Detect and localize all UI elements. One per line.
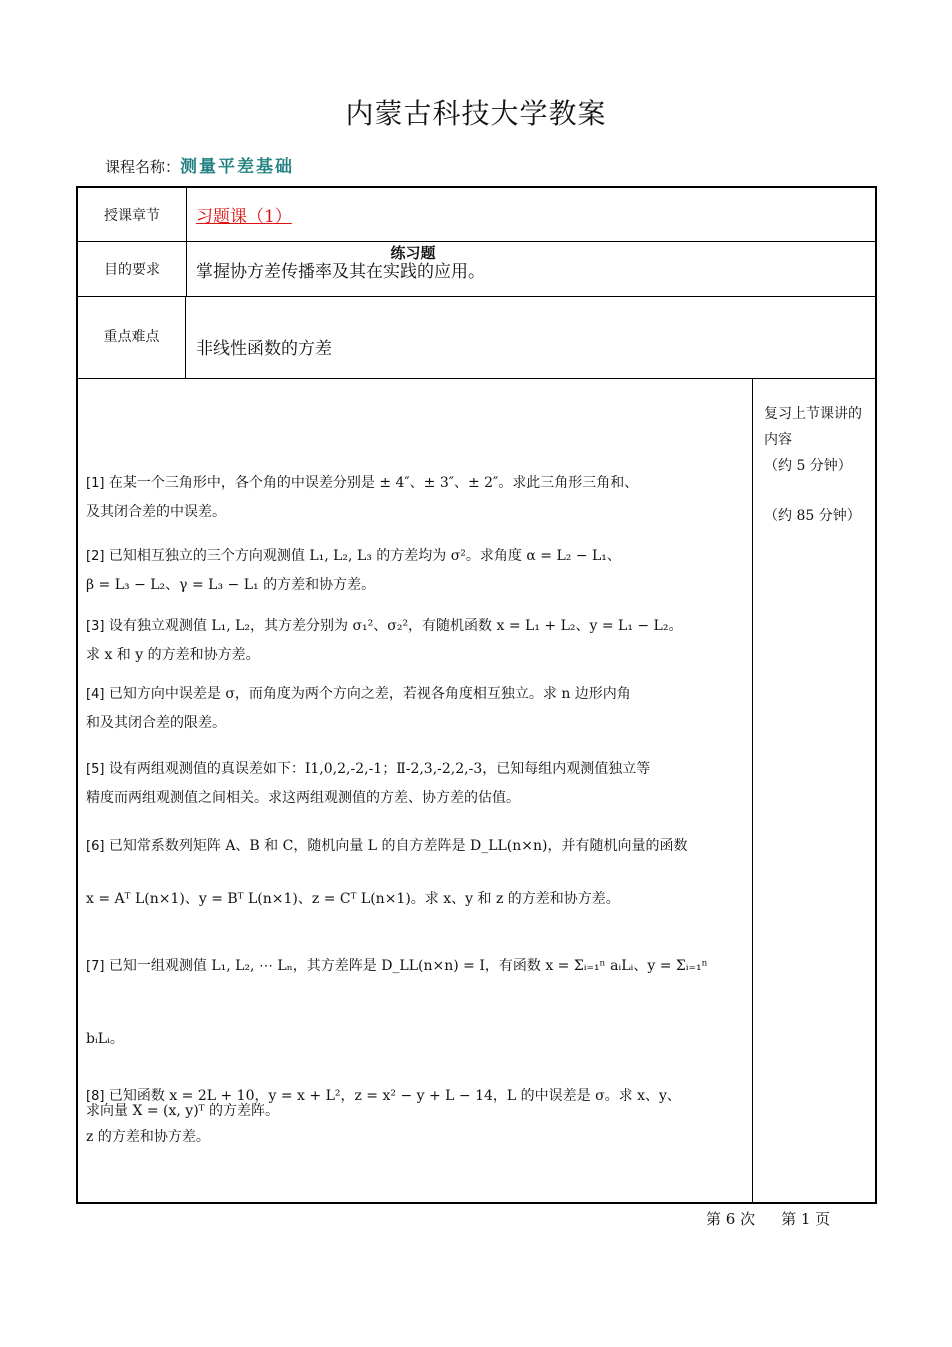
page-footer — [706, 1208, 856, 1229]
objective-value: 掌握协方差传播率及其在实践的应用。 — [196, 262, 485, 282]
exercise-6: [6] 已知常系数列矩阵 A、B 和 C，随机向量 L 的自方差阵是 D_LL(n×n)，并有随机向量的函数 x = Aᵀ L(n×1)、y = Bᵀ L(n×1)、z = Cᵀ L(n×1)。求 x、y 和 z 的方差和协方差。 — [86, 838, 688, 907]
course-label: 课程名称： — [105, 158, 181, 176]
exercise-3: [3] 设有独立观测值 L₁, L₂，其方差分别为 σ₁²、σ₂²，有随机函数 x = L₁ + L₂、y = L₁ − L₂。 求 x 和 y 的方差和协方差。 — [86, 618, 683, 663]
exercise-8: [8] 已知函数 x = 2L + 10，y = x + L²，z = x² − y + L − 14，L 的中误差是 σ。求 x、y、 z 的方差和协方差。 — [86, 1088, 681, 1145]
side-note-review: 复习上节课讲的内容 — [764, 406, 862, 448]
session-number: 第 6 次 — [706, 1210, 756, 1228]
side-note-time-2: （约 85 分钟） — [764, 508, 861, 524]
side-notes — [764, 401, 868, 529]
page-title: 内蒙古科技大学教案 — [345, 97, 607, 130]
course-name: 测量平差基础 — [180, 157, 295, 177]
exercise-7: [7] 已知一组观测值 L₁, L₂, ⋯ Lₙ，其方差阵是 D_LL(n×n) = I，有函数 x = Σᵢ₌₁ⁿ aᵢLᵢ、y = Σᵢ₌₁ⁿ bᵢLᵢ。 求向量 X = (x, y)ᵀ 的方差阵。 — [86, 958, 708, 1119]
exercise-5: [5] 设有两组观测值的真误差如下：Ⅰ1,0,2,-2,-1；Ⅱ-2,3,-2,2,-3，已知每组内观测值独立等 精度而两组观测值之间相关。求这两组观测值的方差、协方差的估值。 — [86, 761, 651, 806]
keypoints-label: 重点难点 — [78, 296, 186, 378]
side-note-time-1: （约 5 分钟） — [764, 458, 852, 474]
chapter-label: 授课章节 — [78, 188, 187, 241]
chapter-value: 习题课（1） — [196, 207, 292, 227]
exercise-title: 练习题 — [390, 244, 436, 262]
exercise-2: [2] 已知相互独立的三个方向观测值 L₁, L₂, L₃ 的方差均为 σ²。求角度 α = L₂ − L₁、 β = L₃ − L₂、γ = L₃ − L₁ 的方差和协方差。 — [86, 548, 621, 593]
course-line — [105, 152, 294, 177]
row-chapter — [78, 188, 875, 242]
row-keypoints — [78, 296, 875, 379]
page-number: 第 1 页 — [781, 1210, 831, 1228]
exercise-1: [1] 在某一个三角形中，各个角的中误差分别是 ± 4″、± 3″、± 2″。求此三角形三角和、 及其闭合差的中误差。 — [86, 475, 639, 520]
keypoints-value: 非线性函数的方差 — [196, 339, 332, 359]
exercise-4: [4] 已知方向中误差是 σ，而角度为两个方向之差，若视各角度相互独立。求 n 边形内角 和及其闭合差的限差。 — [86, 686, 631, 731]
objective-label: 目的要求 — [78, 241, 187, 296]
